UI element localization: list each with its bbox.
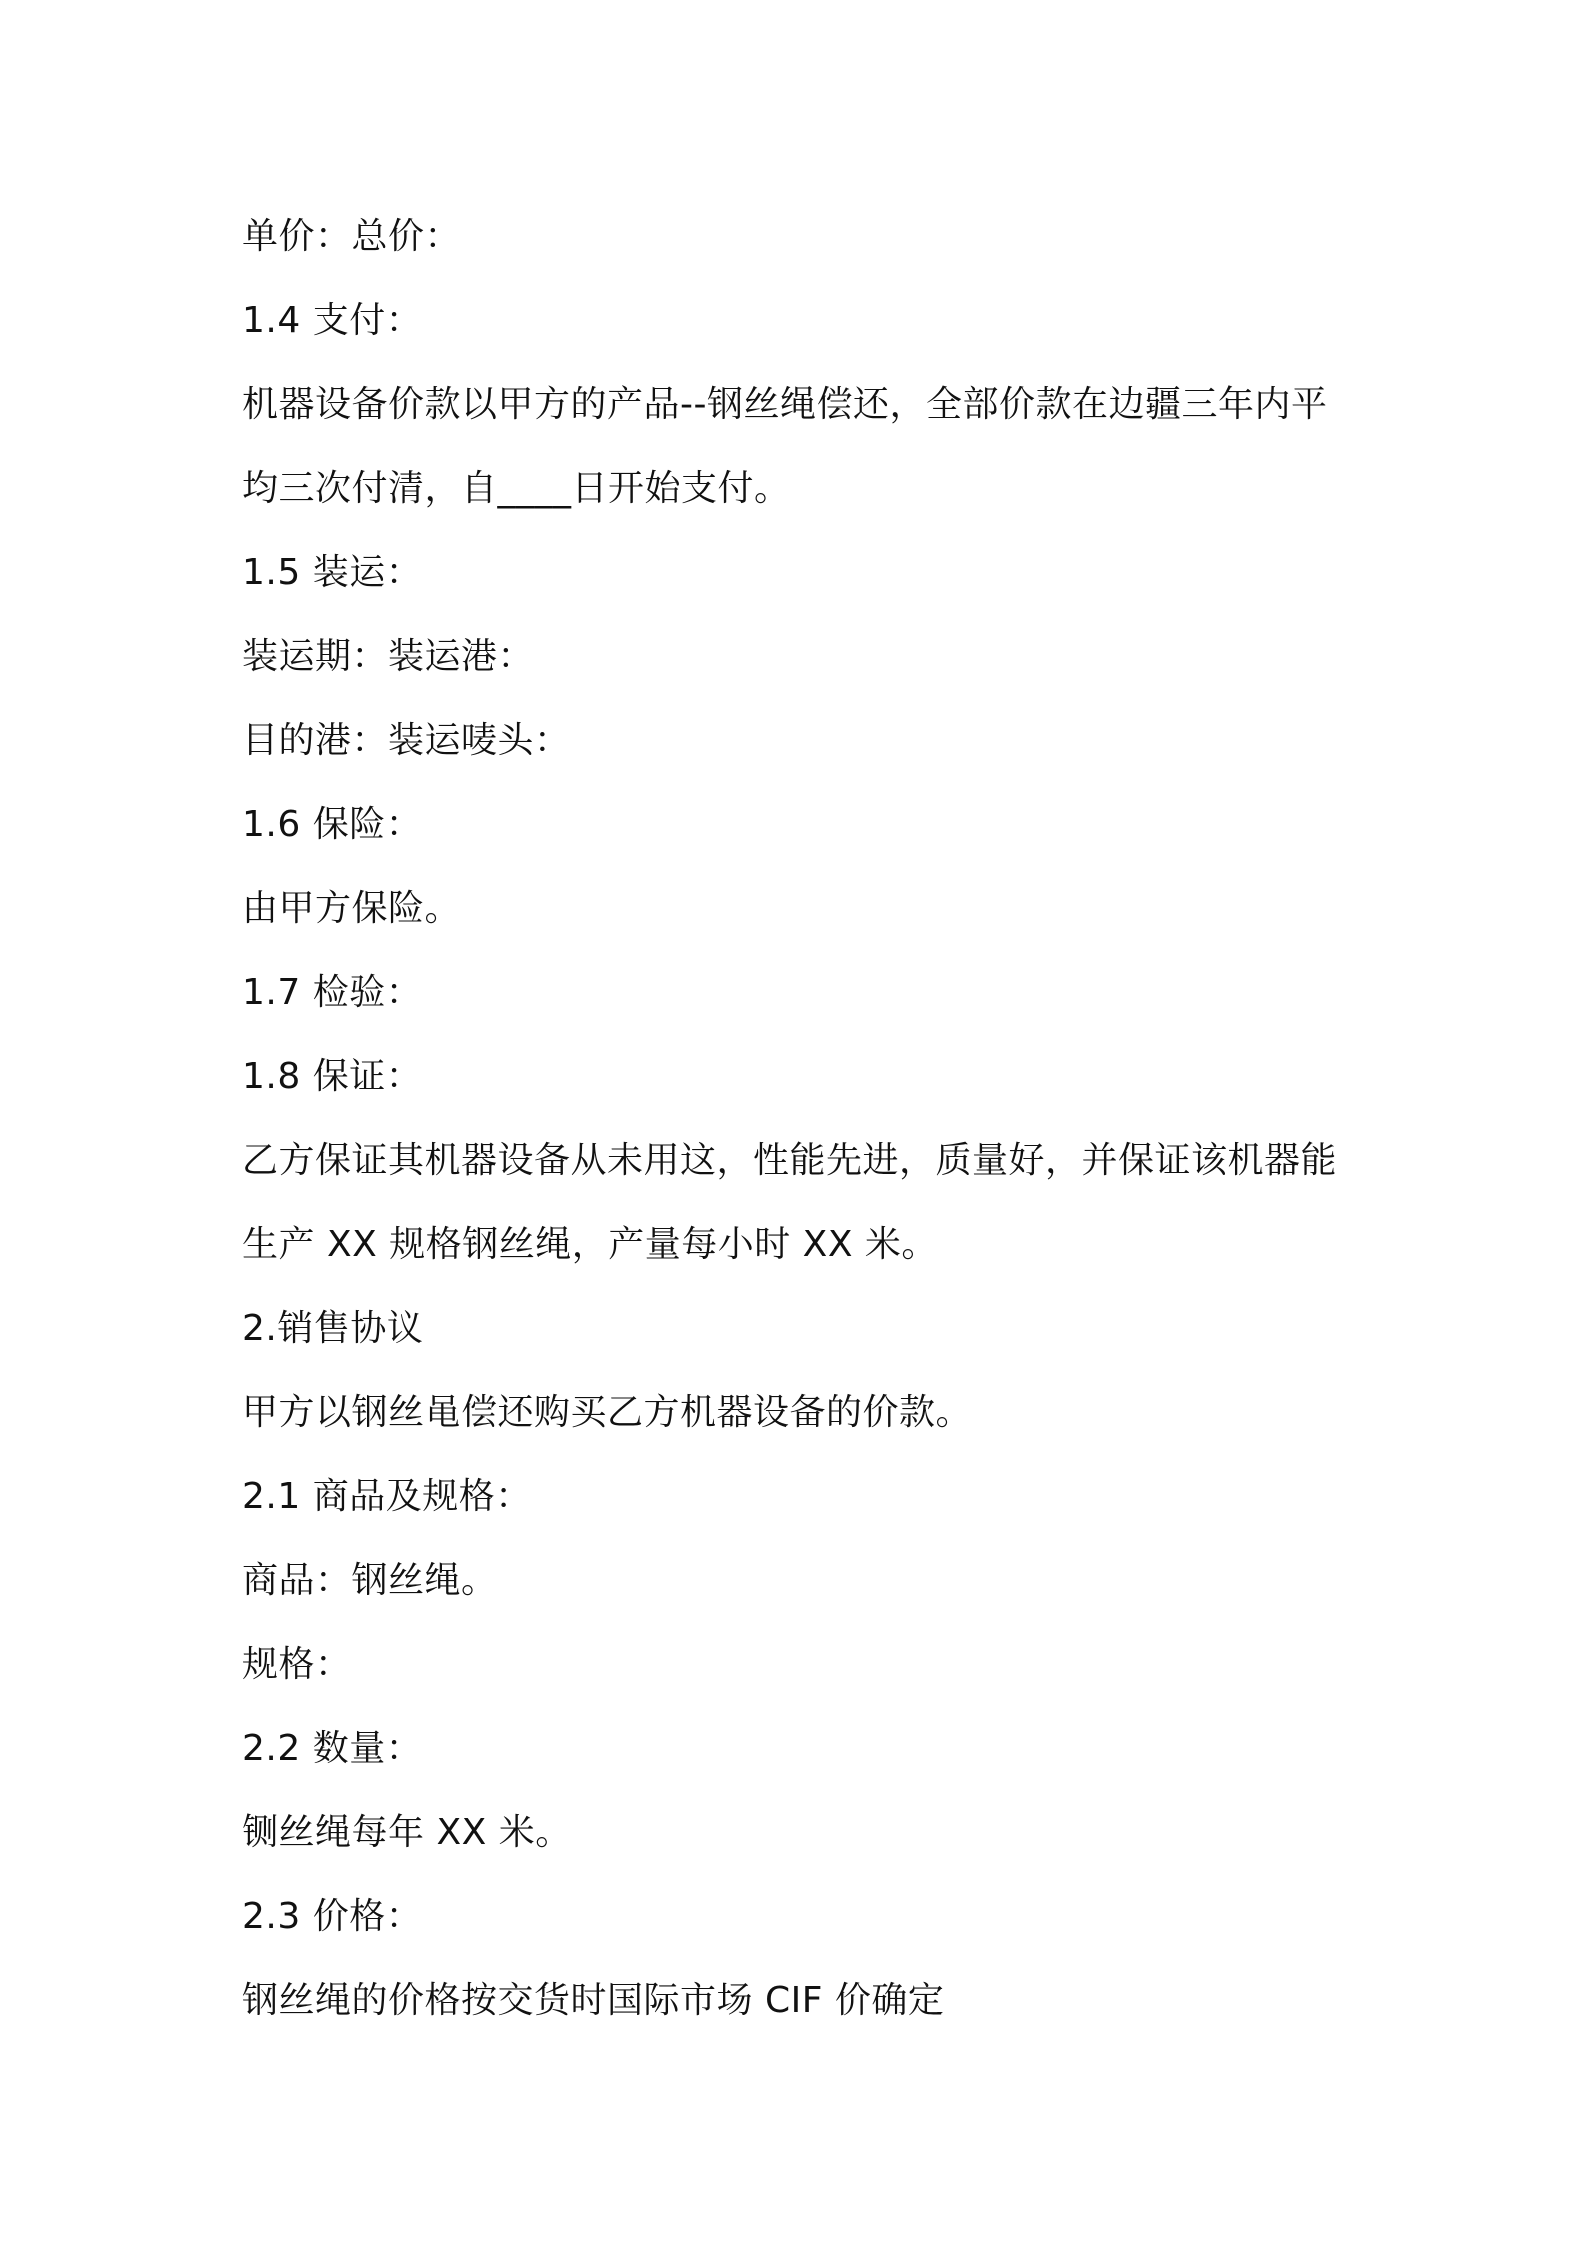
section-1-5-heading: 1.5 装运：: [242, 552, 423, 593]
destination-mark-line: 目的港：装运唛头：: [242, 720, 571, 761]
sales-agreement-text-line: 甲方以钢丝黾偿还购买乙方机器设备的价款。: [242, 1392, 973, 1433]
unit-total-price-line: 单价：总价：: [242, 216, 462, 257]
section-1-7-heading: 1.7 检验：: [242, 972, 423, 1013]
section-1-4-heading: 1.4 支付：: [242, 300, 423, 341]
section-2-1-heading: 2.1 商品及规格：: [242, 1476, 532, 1517]
payment-text-line-2: 均三次付清，自____日开始支付。: [242, 468, 791, 509]
section-2-3-heading: 2.3 价格：: [242, 1896, 423, 1937]
goods-line: 商品：钢丝绳。: [242, 1560, 498, 1601]
payment-text-line-1: 机器设备价款以甲方的产品--钢丝绳偿还，全部价款在边疆三年内平: [242, 384, 1328, 425]
section-2-2-heading: 2.2 数量：: [242, 1728, 423, 1769]
price-text-line: 钢丝绳的价格按交货时国际市场 CIF 价确定: [242, 1980, 945, 2021]
insurance-text-line: 由甲方保险。: [242, 888, 462, 929]
section-1-6-heading: 1.6 保险：: [242, 804, 423, 845]
guarantee-text-line-2: 生产 XX 规格钢丝绳，产量每小时 XX 米。: [242, 1224, 938, 1265]
shipment-period-port-line: 装运期：装运港：: [242, 636, 535, 677]
section-2-heading: 2.销售协议: [242, 1308, 424, 1349]
specification-line: 规格：: [242, 1644, 352, 1685]
guarantee-text-line-1: 乙方保证其机器设备从未用这，性能先进，质量好，并保证该机器能: [242, 1140, 1338, 1181]
document-body: [242, 195, 1362, 2043]
quantity-text-line: 铡丝绳每年 XX 米。: [242, 1812, 572, 1853]
section-1-8-heading: 1.8 保证：: [242, 1056, 423, 1097]
